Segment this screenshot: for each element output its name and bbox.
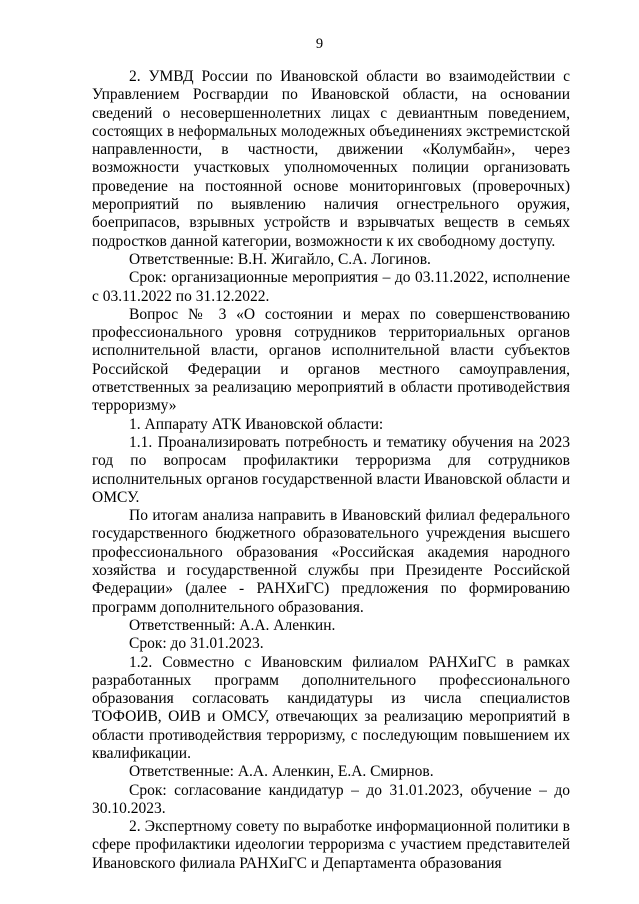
question-3-heading: Вопрос № 3 «О состоянии и мерах по совершенствованию профессионального уровня сотрудников территориальных органов исполнительной власти, органов исполнительной власти субъектов Российской Федерации и органов местного самоуправления, ответственных за реализацию мероприятий в области противодействия терроризму» (92, 305, 570, 415)
paragraph-item-1: 1. Аппарату АТК Ивановской области: (129, 415, 384, 433)
deadline-line: Срок: согласование кандидатур – до 31.01.2023, обучение – до 30.10.2023. (92, 781, 570, 817)
deadline-line: Срок: организационные мероприятия – до 03.11.2022, исполнение с 03.11.2022 по 31.12.2022. (92, 269, 570, 305)
responsible-line: Ответственные: А.А. Аленкин, Е.А. Смирнов. (129, 763, 434, 781)
paragraph-analysis-results: По итогам анализа направить в Ивановский филиал федерального государственного бюджетного образовательного учреждения высшего профессионального образования «Российская академия народного хозяйства и государственной службы при Президенте Российской Федерации» (далее - РАНХиГС) предложения по формированию программ дополнительного образования. (92, 507, 570, 616)
paragraph-item-2-expert-council: 2. Экспертному совету по выработке информационной политики в сфере профилактики идеологии терроризма с участием представителей Ивановского филиала РАНХиГС и Департамента образования (92, 818, 570, 872)
responsible-line: Ответственный: А.А. Аленкин. (129, 616, 336, 634)
deadline-line: Срок: до 31.01.2023. (129, 635, 264, 653)
page-number: 9 (315, 36, 324, 52)
document-body (92, 68, 570, 873)
paragraph-item-2-umvd: 2. УМВД России по Ивановской области во взаимодействии с Управлением Росгвардии по Ивановской области, на основании сведений о несовершеннолетних лицах с девиантным поведением, состоящих в неформальных молодежных объединениях экстремистской направленности, в частности, движении «Колумбайн», через возможности участковых уполномоченных полиции организовать проведение на постоянной основе мониторинговых (проверочных) мероприятий по выявлению наличия огнестрельного оружия, боеприпасов, взрывных устройств и взрывчатых веществ в семьях подростков данной категории, возможности к их свободному доступу. (92, 68, 570, 250)
paragraph-item-1-1: 1.1. Проанализировать потребность и тематику обучения на 2023 год по вопросам профилактики терроризма для сотрудников исполнительных органов государственной власти Ивановской области и ОМСУ. (92, 433, 570, 506)
responsible-line: Ответственные: В.Н. Жигайло, С.А. Логинов. (129, 250, 431, 268)
paragraph-item-1-2: 1.2. Совместно с Ивановским филиалом РАНХиГС в рамках разработанных программ дополнительного профессионального образования согласовать кандидатуры из числа специалистов ТОФОИВ, ОИВ и ОМСУ, отвечающих за реализацию мероприятий в области противодействия терроризму, с последующим повышением их квалификации. (92, 653, 570, 762)
